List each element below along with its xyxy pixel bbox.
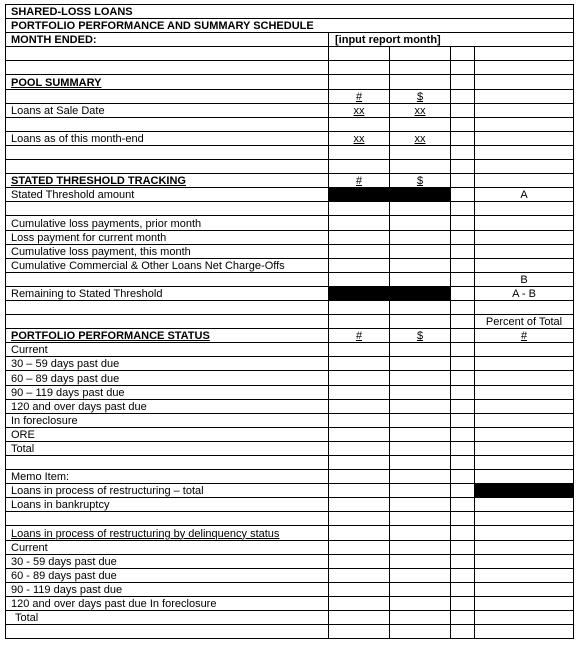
table-row (6, 596, 574, 610)
month-row (6, 33, 574, 47)
percent-of-total-header: Percent of Total (475, 315, 574, 329)
table-row (6, 244, 574, 258)
row-label: In foreclosure (6, 413, 329, 427)
dollar-value[interactable]: xx (390, 131, 451, 145)
row-label: Cumulative Commercial & Other Loans Net Charge-Offs (6, 258, 329, 272)
table-row (6, 399, 574, 413)
table-row (6, 216, 574, 230)
blank-row (6, 117, 574, 131)
row-label: Cumulative loss payment, this month (6, 244, 329, 258)
month-input[interactable]: [input report month] (329, 33, 574, 47)
table-row (6, 272, 574, 286)
table-row (6, 441, 574, 455)
table-row (6, 554, 574, 568)
pool-summary-heading: POOL SUMMARY (6, 75, 329, 89)
count-symbol: # (329, 174, 390, 188)
pool-symbols-row (6, 89, 574, 103)
table-row (6, 286, 574, 300)
row-label: 90 - 119 days past due (6, 582, 329, 596)
row-label: Current (6, 540, 329, 554)
table-row (6, 611, 574, 625)
table-row (6, 413, 574, 427)
blank-row (6, 160, 574, 174)
table-row (6, 315, 574, 329)
row-label: Loss payment for current month (6, 230, 329, 244)
table-row (6, 470, 574, 484)
month-label: MONTH ENDED: (6, 33, 329, 47)
table-row (6, 131, 574, 145)
table-row (6, 385, 574, 399)
shaded-cell (475, 484, 574, 498)
dollar-symbol: $ (390, 89, 451, 103)
row-label: 90 – 119 days past due (6, 385, 329, 399)
row-label: Remaining to Stated Threshold (6, 286, 329, 300)
marker-a-minus-b: A - B (475, 286, 574, 300)
memo-label: Memo Item: (6, 470, 329, 484)
subtitle-row (6, 19, 574, 33)
dollar-symbol: $ (390, 329, 451, 343)
row-label: Loans in bankruptcy (6, 498, 329, 512)
count-symbol: # (329, 329, 390, 343)
count-symbol: # (329, 89, 390, 103)
count-value[interactable]: xx (329, 103, 390, 117)
row-label: 60 – 89 days past due (6, 371, 329, 385)
row-label: Loans in process of restructuring by delinquency status (6, 526, 329, 540)
schedule-subtitle: PORTFOLIO PERFORMANCE AND SUMMARY SCHEDULE (6, 19, 574, 33)
blank-row (6, 61, 574, 75)
schedule-title: SHARED-LOSS LOANS (6, 5, 574, 19)
count-value[interactable]: xx (329, 131, 390, 145)
blank-row (6, 47, 574, 61)
row-label: Total (6, 611, 329, 625)
blank-row (6, 456, 574, 470)
threshold-heading: STATED THRESHOLD TRACKING (6, 174, 329, 188)
row-label: Loans as of this month-end (6, 131, 329, 145)
table-row (6, 188, 574, 202)
blank-row (6, 202, 574, 216)
row-label: Stated Threshold amount (6, 188, 329, 202)
row-label: 120 and over days past due In foreclosure (6, 596, 329, 610)
dollar-value[interactable]: xx (390, 103, 451, 117)
percent-count-symbol: # (475, 329, 574, 343)
table-row (6, 343, 574, 357)
table-row (6, 103, 574, 117)
threshold-heading-row (6, 174, 574, 188)
table-row (6, 427, 574, 441)
table-row (6, 498, 574, 512)
row-label: Current (6, 343, 329, 357)
row-label: ORE (6, 427, 329, 441)
table-row (6, 540, 574, 554)
table-row (6, 568, 574, 582)
dollar-symbol: $ (390, 174, 451, 188)
shaded-cell (329, 286, 451, 300)
blank-row (6, 512, 574, 526)
shaded-cell (329, 188, 451, 202)
row-label: Cumulative loss payments, prior month (6, 216, 329, 230)
portfolio-schedule-table (5, 4, 574, 639)
performance-heading-row (6, 329, 574, 343)
performance-heading: PORTFOLIO PERFORMANCE STATUS (6, 329, 329, 343)
pool-heading-row (6, 75, 574, 89)
table-row (6, 258, 574, 272)
table-row (6, 582, 574, 596)
row-label: Total (6, 441, 329, 455)
row-label: Loans in process of restructuring – total (6, 484, 329, 498)
row-label: Loans at Sale Date (6, 103, 329, 117)
marker-b: B (475, 272, 574, 286)
row-label: 30 – 59 days past due (6, 357, 329, 371)
blank-row (6, 300, 574, 314)
table-row (6, 230, 574, 244)
table-row (6, 371, 574, 385)
table-row (6, 484, 574, 498)
row-label: 30 - 59 days past due (6, 554, 329, 568)
marker-a: A (475, 188, 574, 202)
row-label: 120 and over days past due (6, 399, 329, 413)
table-row (6, 526, 574, 540)
blank-row (6, 625, 574, 639)
table-row (6, 357, 574, 371)
row-label: 60 - 89 days past due (6, 568, 329, 582)
blank-row (6, 145, 574, 159)
title-row (6, 5, 574, 19)
